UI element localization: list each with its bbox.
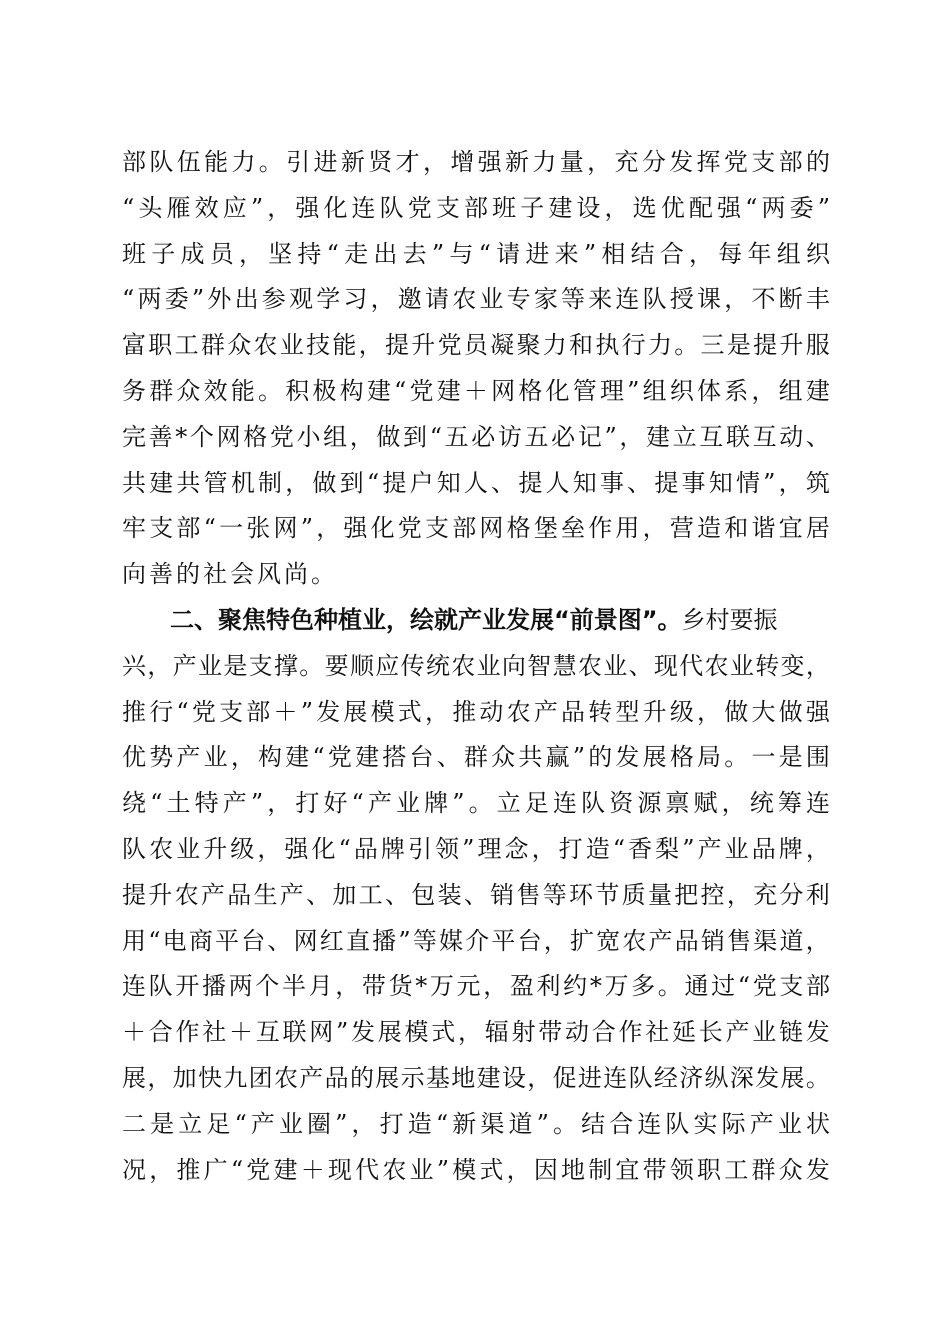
text-line: 况 ， 推 广 “ 党 建 ＋ 现 代 农 业 ” 模 式 ， 因 地 制 宜 带 领 职 工 群 众 发 bbox=[122, 1155, 830, 1184]
text-line: 部 队 伍 能 力 。 引 进 新 贤 才 ， 增 强 新 力 量 ， 充 分 发 挥 党 支 部 的 bbox=[122, 148, 830, 176]
text-line: “ 两 委 ” 外 出 参 观 学 习 ， 邀 请 农 业 专 家 等 来 连 队 授 课 ， 不 断 丰 bbox=[122, 285, 830, 314]
text-line: 队 农 业 升 级 ， 强 化 “ 品 牌 引 领 ” 理 念 ， 打 造 “ 香 梨 ” 产 业 品 牌 ， bbox=[122, 834, 830, 863]
section-heading-continuation: 乡村要振 bbox=[681, 605, 778, 634]
text-line: “ 头 雁 效 应 ” ， 强 化 连 队 党 支 部 班 子 建 设 ， 选 优 配 强 “ 两 委 ” bbox=[122, 193, 830, 222]
text-line: 用 “ 电 商 平 台 、 网 红 直 播 ” 等 媒 介 平 台 ， 扩 宽 农 产 品 销 售 渠 道 ， bbox=[122, 926, 830, 955]
text-line: 牢 支 部 “ 一 张 网 ” ， 强 化 党 支 部 网 格 堡 垒 作 用 ， 营 造 和 谐 宜 居 bbox=[122, 514, 830, 543]
text-line: 优 势 产 业 ， 构 建 “ 党 建 搭 台 、 群 众 共 赢 ” 的 发 展 格 局 。 一 是 围 bbox=[122, 743, 830, 772]
text-line: 推 行 “ 党 支 部 ＋ ” 发 展 模 式 ， 推 动 农 产 品 转 型 升 级 ， 做 大 做 强 bbox=[122, 697, 830, 726]
text-line: 展 ， 加 快 九 团 农 产 品 的 展 示 基 地 建 设 ， 促 进 连 队 经 济 纵 深 发 展 。 bbox=[122, 1063, 830, 1092]
text-line: 向善的社会风尚。 bbox=[122, 560, 338, 589]
document-body bbox=[122, 140, 830, 1193]
text-line: 完 善 * 个 网 格 党 小 组 ， 做 到 “ 五 必 访 五 必 记 ” ， 建 立 互 联 互 动 、 bbox=[122, 422, 830, 451]
section-heading-line bbox=[122, 598, 830, 644]
text-line: 兴 ， 产 业 是 支 撑 。 要 顺 应 传 统 农 业 向 智 慧 农 业 、 现 代 农 业 转 变 ， bbox=[122, 651, 830, 680]
text-line: 提 升 农 产 品 生 产 、 加 工 、 包 装 、 销 售 等 环 节 质 量 把 控 ， 充 分 利 bbox=[122, 880, 830, 909]
section-heading: 二、聚焦特色种植业，绘就产业发展“前景图”。 bbox=[170, 605, 682, 634]
text-line: 务 群 众 效 能 。 积 极 构 建 “ 党 建 ＋ 网 格 化 管 理 ” 组 织 体 系 ， 组 建 bbox=[122, 376, 830, 405]
text-line: 共 建 共 管 机 制 ， 做 到 “ 提 户 知 人 、 提 人 知 事 、 提 事 知 情 ” ， 筑 bbox=[122, 468, 830, 497]
text-line: 富 职 工 群 众 农 业 技 能 ， 提 升 党 员 凝 聚 力 和 执 行 力 。 三 是 提 升 服 bbox=[122, 331, 830, 360]
text-line: 连 队 开 播 两 个 半 月 ， 带 货 * 万 元 ， 盈 利 约 * 万 多 。 通 过 “ 党 支 部 bbox=[122, 972, 830, 1001]
text-line: 二 是 立 足 “ 产 业 圈 ” ， 打 造 “ 新 渠 道 ” 。 结 合 连 队 实 际 产 业 状 bbox=[122, 1109, 830, 1138]
text-line: ＋ 合 作 社 ＋ 互 联 网 ” 发 展 模 式 ， 辐 射 带 动 合 作 社 延 长 产 业 链 发 bbox=[122, 1018, 830, 1047]
text-line: 班 子 成 员 ， 坚 持 “ 走 出 去 ” 与 “ 请 进 来 ” 相 结 合 ， 每 年 组 织 bbox=[122, 239, 830, 268]
text-line: 绕 “ 土 特 产 ” ， 打 好 “ 产 业 牌 ” 。 立 足 连 队 资 源 禀 赋 ， 统 筹 连 bbox=[122, 789, 830, 818]
